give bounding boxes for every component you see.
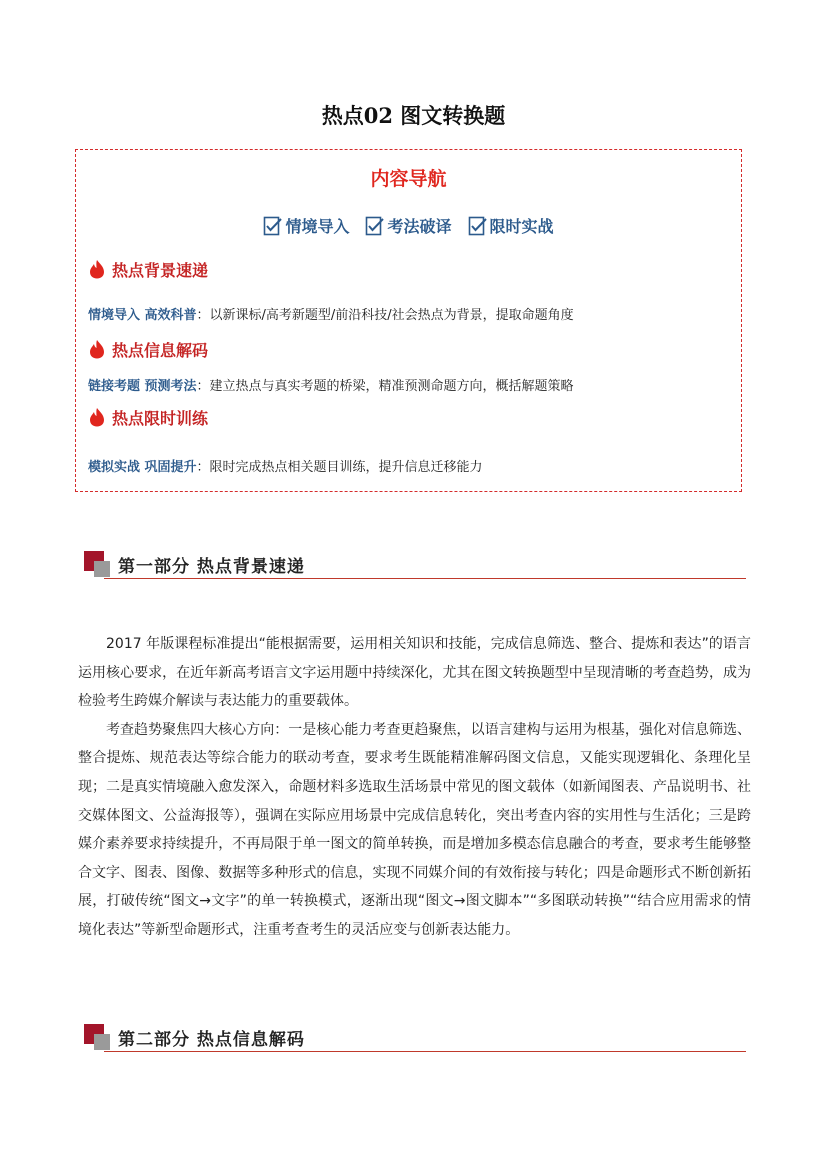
part-two-header xyxy=(84,1024,746,1054)
nav-section-heading-decode[interactable] xyxy=(88,338,208,361)
nav-tab-row xyxy=(76,214,741,237)
tab-situation-intro[interactable] xyxy=(263,214,349,237)
flame-icon xyxy=(88,407,106,427)
section-title: 热点背景速递 xyxy=(112,261,209,280)
part-two-title: 第二部分 热点信息解码 xyxy=(118,1030,305,1050)
section-title: 热点限时训练 xyxy=(112,409,209,428)
part-one-title: 第一部分 热点背景速递 xyxy=(118,557,305,577)
flame-icon xyxy=(88,339,106,359)
checklist-icon xyxy=(365,216,385,236)
section-title: 热点信息解码 xyxy=(112,341,209,360)
section-text: ：限时完成热点相关题目训练，提升信息迁移能力 xyxy=(196,460,483,475)
part-divider-line xyxy=(104,578,746,579)
nav-section-heading-background[interactable] xyxy=(88,258,208,281)
nav-section-desc-background xyxy=(88,304,574,323)
tab-label: 情境导入 xyxy=(285,217,350,236)
nav-section-desc-decode xyxy=(88,375,574,394)
tab-method-decode[interactable] xyxy=(365,214,451,237)
checklist-icon xyxy=(263,216,283,236)
part-marker-shadow xyxy=(94,1034,110,1050)
nav-heading: 内容导航 xyxy=(370,168,447,190)
paragraph: 2017 年版课程标准提出“能根据需要，运用相关知识和技能，完成信息筛选、整合、提炼和表达”的语言运用核心要求，在近年新高考语言文字运用题中持续深化，尤其在图文转换题型中呈现清晰的考查趋势，成为检验考生跨媒介解读与表达能力的重要载体。 xyxy=(78,636,751,710)
part-one-header xyxy=(84,551,746,581)
part-divider-line xyxy=(104,1051,746,1052)
checklist-icon xyxy=(468,216,488,236)
section-lead: 情境导入 高效科普 xyxy=(88,308,197,323)
tab-timed-practice[interactable] xyxy=(468,214,554,237)
content-navigation-box xyxy=(75,149,742,492)
section-text: ：以新课标/高考新题型/前沿科技/社会热点为背景，提取命题角度 xyxy=(196,308,574,323)
tab-label: 限时实战 xyxy=(489,217,554,236)
section-lead: 模拟实战 巩固提升 xyxy=(88,460,197,475)
part-marker-shadow xyxy=(94,561,110,577)
nav-section-heading-training[interactable] xyxy=(88,406,208,429)
tab-label: 考法破译 xyxy=(387,217,452,236)
flame-icon xyxy=(88,259,106,279)
part-one-body xyxy=(78,630,751,945)
section-lead: 链接考题 预测考法 xyxy=(88,379,197,394)
nav-section-desc-training xyxy=(88,456,483,475)
document-title: 热点02 图文转换题 xyxy=(321,103,506,128)
paragraph: 考查趋势聚焦四大核心方向：一是核心能力考查更趋聚焦，以语言建构与运用为根基，强化对信息筛选、整合提炼、规范表达等综合能力的联动考查，要求考生既能精准解码图文信息，又能实现逻辑化、条理化呈现；二是真实情境融入愈发深入，命题材料多选取生活场景中常见的图文载体（如新闻图表、产品说明书、社交媒体图文、公益海报等），强调在实际应用场景中完成信息转化，突出考查内容的实用性与生活化；三是跨媒介素养要求持续提升，不再局限于单一图文的简单转换，而是增加多模态信息融合的考查，要求考生能够整合文字、图表、图像、数据等多种形式的信息，实现不同媒介间的有效衔接与转化；四是命题形式不断创新拓展，打破传统“图文→文字”的单一转换模式，逐渐出现“图文→图文脚本”“多图联动转换”“结合应用需求的情境化表达”等新型命题形式，注重考查考生的灵活应变与创新表达能力。 xyxy=(78,721,751,938)
section-text: ：建立热点与真实考题的桥梁，精准预测命题方向，概括解题策略 xyxy=(196,379,574,394)
